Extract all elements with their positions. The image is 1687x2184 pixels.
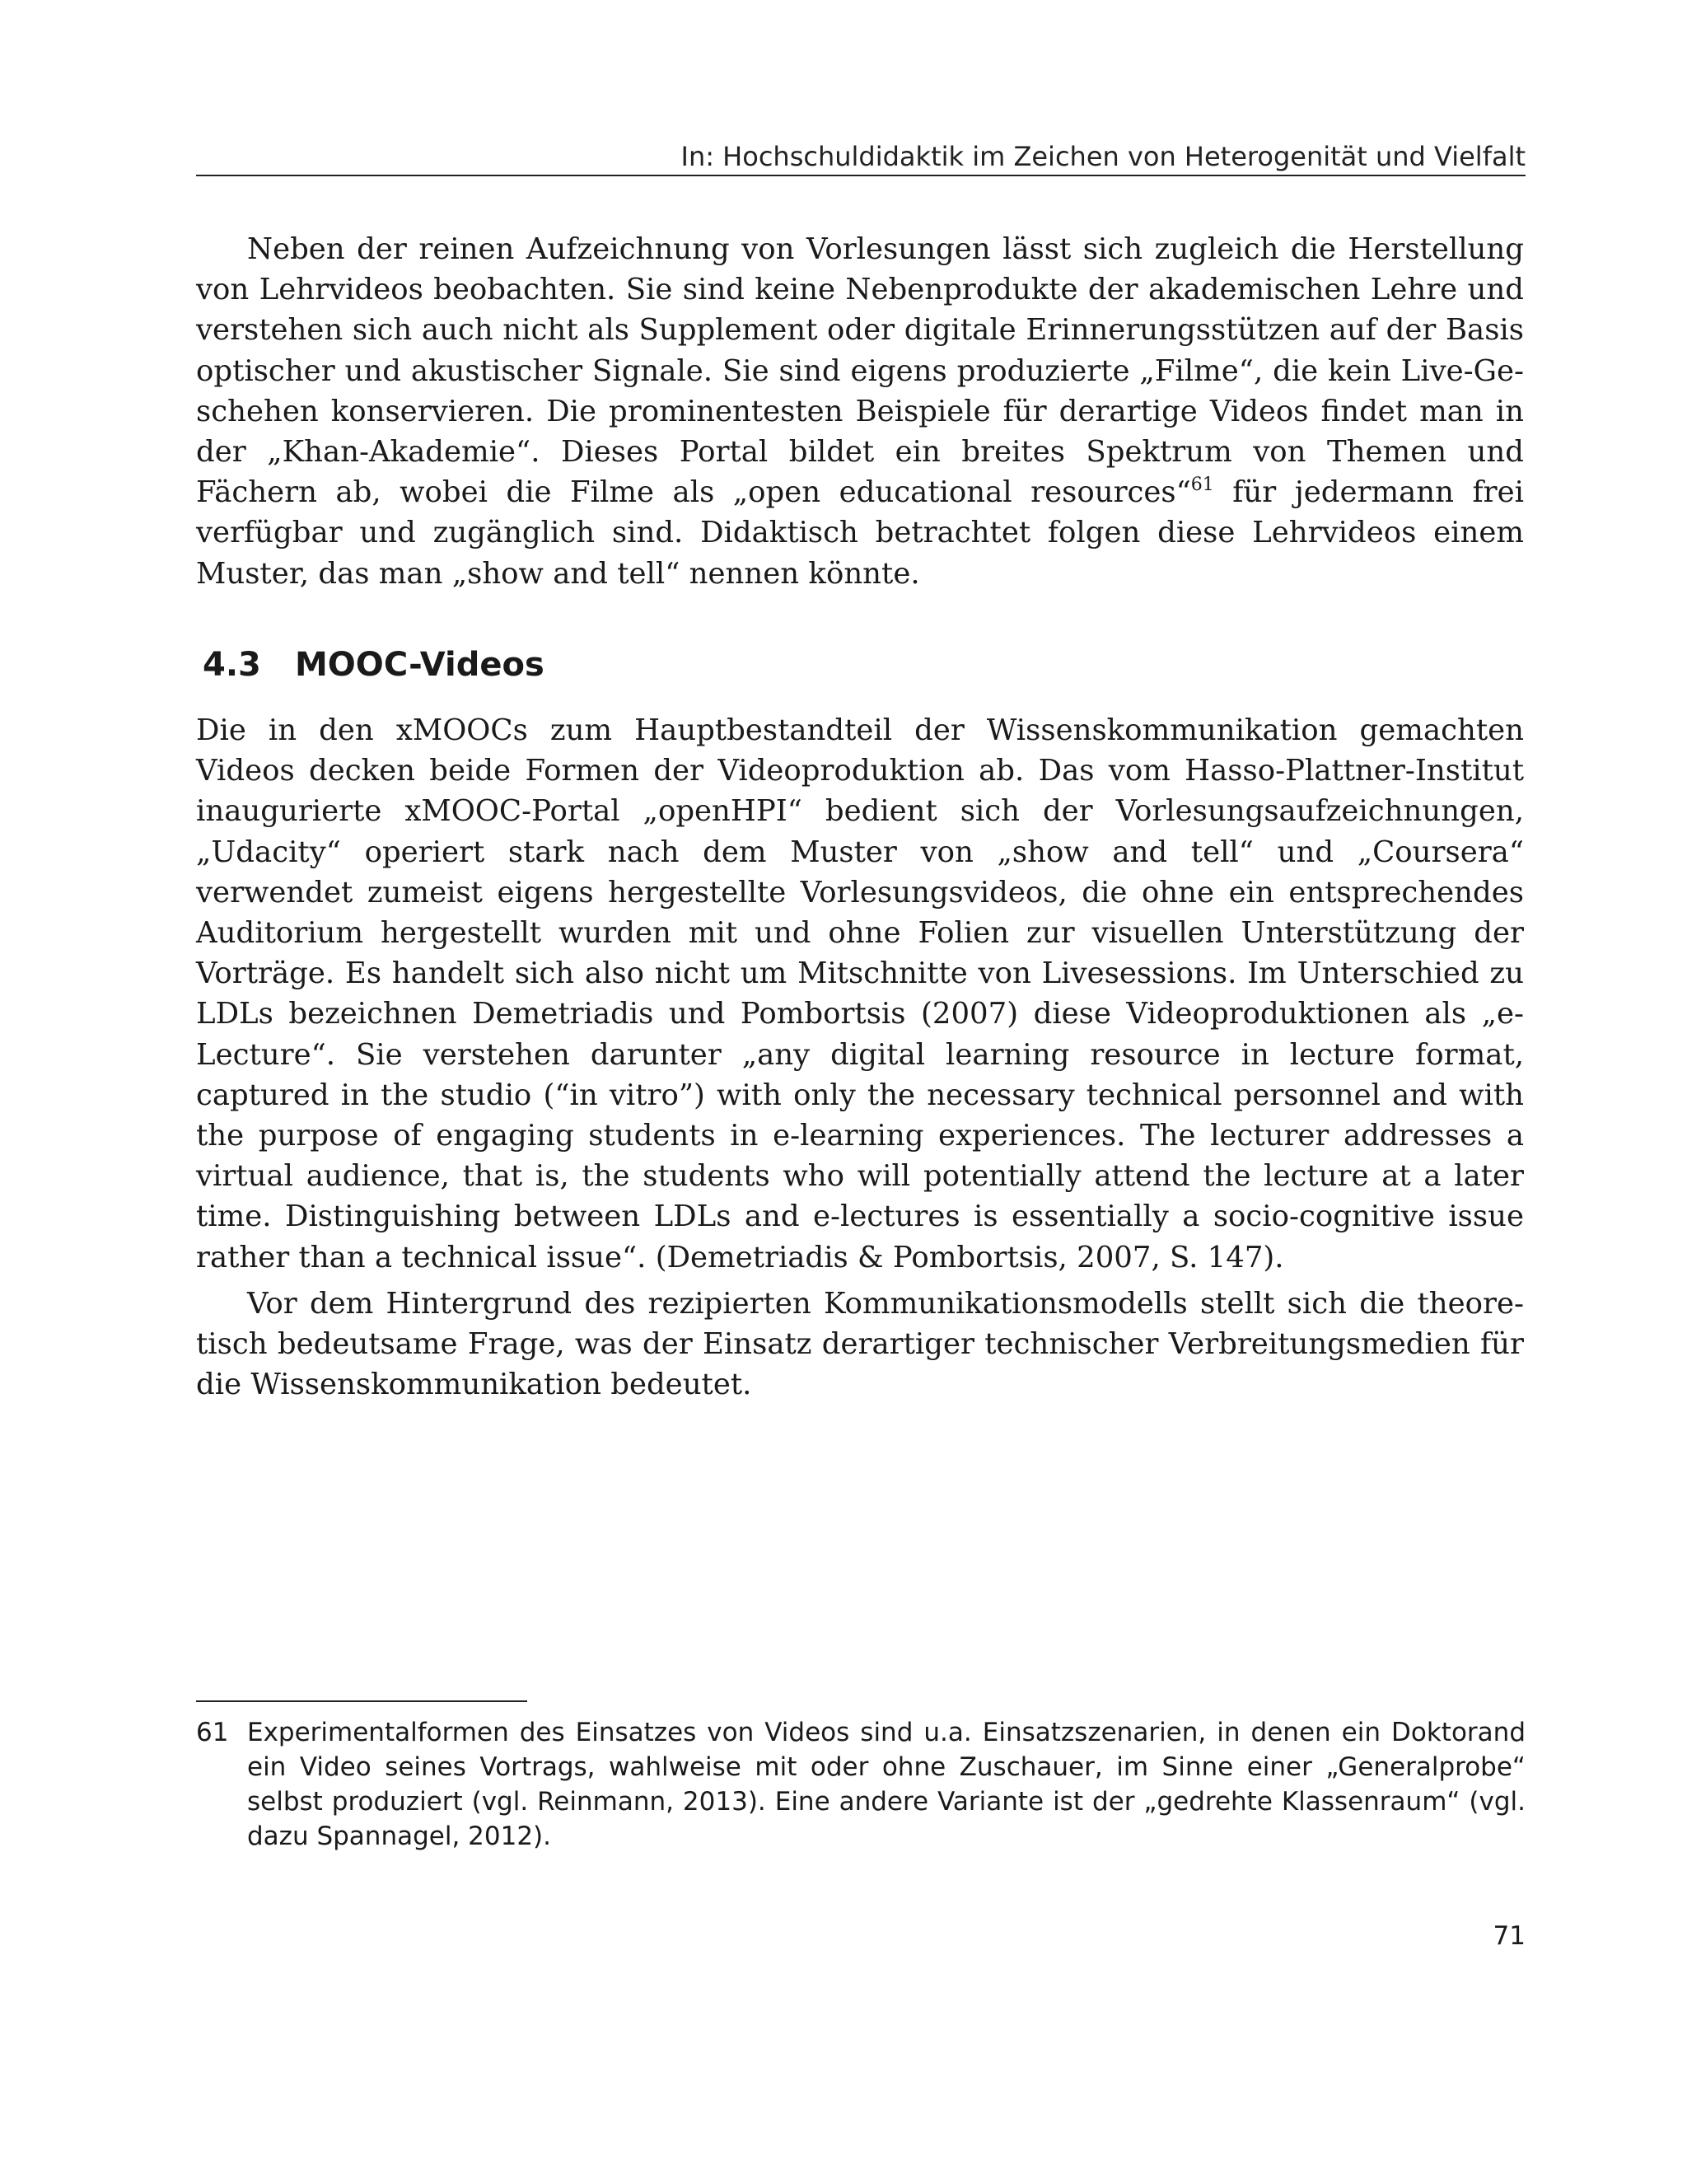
header-rule — [196, 175, 1526, 176]
section-title: MOOC-Videos — [295, 646, 544, 684]
footnote-reference[interactable]: 61 — [1190, 475, 1214, 496]
footnote — [196, 1715, 1526, 1854]
section-paragraph-1: Die in den xMOOCs zum Hauptbestandteil der Wissenskommunikation gemachten Videos decken beide Formen der Videoproduktion ab. Das vom Hasso-Plattner-Institut inaugurierte xMOOC-Portal „openHPI“ bedient sich der Vorlesungsaufzeichnungen, „Udacity“ operiert stark nach dem Muster von „show and tell“ und „Coursera“ verwendet zumeist eigens hergestellte Vorlesungsvideos, die ohne ein entsprechendes Auditorium hergestellt wurden mit und ohne Folien zur visuellen Unterstützung der Vorträge. Es handelt sich also nicht um Mitschnitte von Livesessions. Im Unterschied zu LDLs bezeichnen Demetriadis und Pombortsis (2007) diese Videoproduktionen als „e-Lecture“. Sie verstehen darunter „any digital learning resource in lecture format, captured in the studio (“in vitro”) with only the necessary technical personnel and with the purpose of engaging students in e-learning experiences. The lecturer addresses a virtual audience, that is, the students who will potentially attend the lecture at a later time. Distinguishing between LDLs and e-lectures is essentially a socio-cognitive issue rather than a technical issue“. (Demetriadis & Pombortsis, 2007, S. 147). — [196, 713, 1524, 1274]
intro-paragraph — [196, 229, 1524, 594]
section-heading — [203, 644, 544, 685]
intro-text-after-ref: für jedermann frei verfügbar und zugänglich sind. Didaktisch betrachtet folgen diese Lehrvideos einem Muster, das man „show and tell“ nennen könnte. — [196, 475, 1524, 591]
page-number: 71 — [1493, 1921, 1526, 1951]
footnote-text: Experimentalformen des Einsatzes von Videos sind u.a. Einsatzszenarien, in denen ein Doktorand ein Video seines Vortrags, wahlweise mit oder ohne Zuschauer, im Sinne einer „Generalprobe“ selbst produziert (vgl. Reinmann, 2013). Eine andere Variante ist der „gedrehte Klassenraum“ (vgl. dazu Spannagel, 2012). — [247, 1718, 1526, 1851]
footnote-number: 61 — [196, 1718, 229, 1747]
section-paragraph-2: Vor dem Hintergrund des rezipierten Kommunikationsmodells stellt sich die theoretisch bedeutsame Frage, was der Einsatz derartiger technischer Verbreitungsmedien für die Wissenskommunikation bedeutet. — [196, 1287, 1524, 1402]
intro-text-before-ref: Neben der reinen Aufzeichnung von Vorlesungen lässt sich zugleich die Herstellung von Lehrvideos beobachten. Sie sind keine Nebenprodukte der akademischen Lehre und verstehen sich auch nicht als Supplement oder digitale Erinnerungsstützen auf der Basis optischer und akustischer Signale. Sie sind eigens produzierte „Filme“, die kein Live-Geschehen konservieren. Die prominentesten Beispiele für derartige Videos findet man in der „Khan-Akademie“. Dieses Portal bildet ein breites Spektrum von Themen und Fächern ab, wobei die Filme als „open educational resources“ — [196, 232, 1524, 510]
running-header: In: Hochschuldidaktik im Zeichen von Heterogenität und Vielfalt — [680, 141, 1526, 172]
section-number: 4.3 — [203, 646, 261, 684]
footnote-rule — [196, 1700, 527, 1702]
